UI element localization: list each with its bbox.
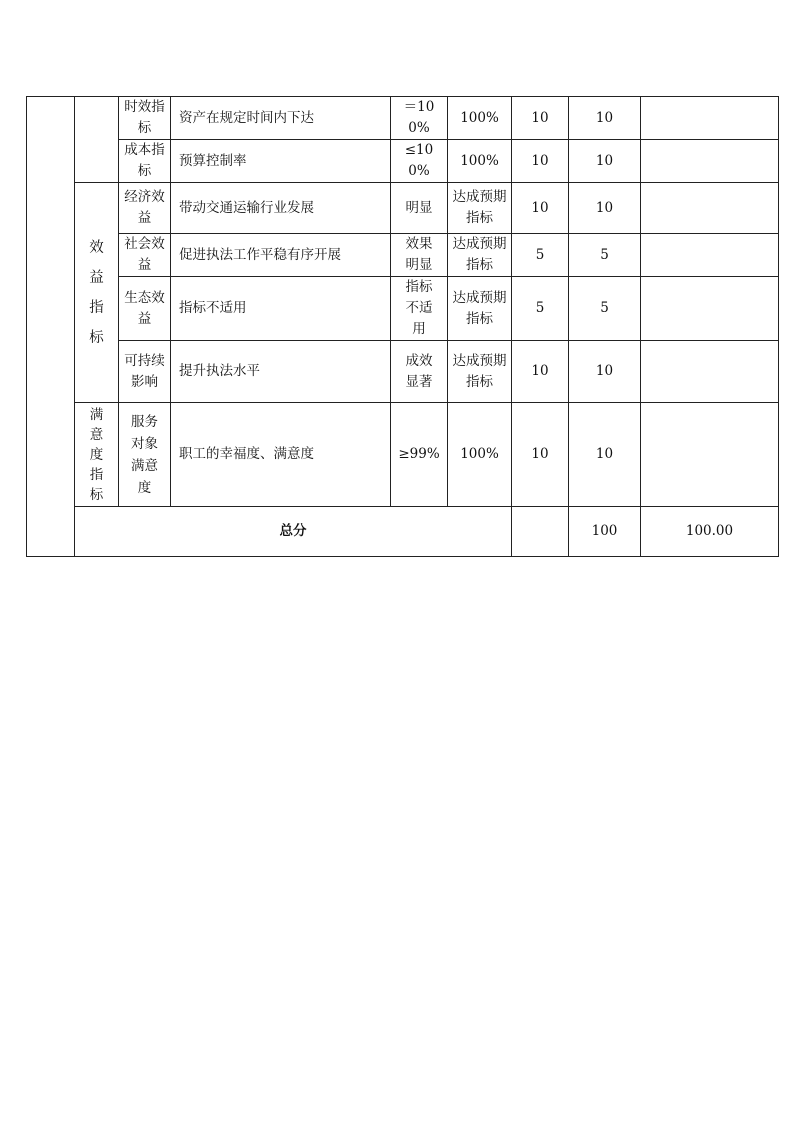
target-value-text: ≤100% xyxy=(404,142,434,179)
target-value xyxy=(391,341,448,403)
total-weight: 100 xyxy=(569,507,641,557)
note-value xyxy=(641,277,779,341)
indicator-description: 预算控制率 xyxy=(171,140,391,183)
performance-table xyxy=(26,96,779,557)
actual-value-text: 达成预期指标 xyxy=(452,189,507,226)
table-row xyxy=(27,97,779,140)
actual-value-text: 达成预期指标 xyxy=(452,236,507,273)
target-value xyxy=(391,234,448,277)
table-row xyxy=(27,341,779,403)
actual-value-text: 达成预期指标 xyxy=(452,352,507,390)
third-level-indicator xyxy=(119,97,171,140)
third-level-indicator xyxy=(119,341,171,403)
note-value xyxy=(641,140,779,183)
table-row xyxy=(27,277,779,341)
note-value xyxy=(641,341,779,403)
third-level-label: 成本指标 xyxy=(124,142,165,179)
weight-value: 10 xyxy=(512,140,569,183)
indicator-description: 促进执法工作平稳有序开展 xyxy=(171,234,391,277)
indicator-description: 职工的幸福度、满意度 xyxy=(171,403,391,507)
satisfaction-group-label: 满意度指标 xyxy=(89,406,104,503)
target-value xyxy=(391,97,448,140)
target-value-text: 成效显著 xyxy=(405,352,433,390)
third-level-indicator xyxy=(119,183,171,234)
score-value: 10 xyxy=(569,403,641,507)
third-level-label: 生态效益 xyxy=(124,289,165,327)
table-row xyxy=(27,183,779,234)
third-level-indicator xyxy=(119,277,171,341)
actual-value: 100% xyxy=(448,140,512,183)
note-value xyxy=(641,183,779,234)
indicator-description: 带动交通运输行业发展 xyxy=(171,183,391,234)
third-level-indicator xyxy=(119,140,171,183)
indicator-description: 资产在规定时间内下达 xyxy=(171,97,391,140)
third-level-indicator xyxy=(119,234,171,277)
first-level-indicator-cell xyxy=(27,97,75,557)
target-value: 明显 xyxy=(391,183,448,234)
note-value xyxy=(641,403,779,507)
third-level-label: 服务对象满意度 xyxy=(131,413,158,496)
weight-value: 5 xyxy=(512,277,569,341)
third-level-label: 经济效益 xyxy=(124,189,165,226)
actual-value: 100% xyxy=(448,97,512,140)
third-level-label: 可持续影响 xyxy=(124,352,165,390)
score-value: 5 xyxy=(569,234,641,277)
actual-value xyxy=(448,234,512,277)
actual-value: 100% xyxy=(448,403,512,507)
satisfaction-indicator-group xyxy=(75,403,119,507)
total-actual xyxy=(512,507,569,557)
weight-value: 10 xyxy=(512,183,569,234)
third-level-label: 时效指标 xyxy=(124,99,165,136)
score-value: 10 xyxy=(569,140,641,183)
note-value xyxy=(641,97,779,140)
total-row xyxy=(27,507,779,557)
target-value xyxy=(391,140,448,183)
weight-value: 5 xyxy=(512,234,569,277)
actual-value xyxy=(448,183,512,234)
benefit-indicator-group xyxy=(75,183,119,403)
note-value xyxy=(641,234,779,277)
total-score: 100.00 xyxy=(641,507,779,557)
target-value-text: 指标不适用 xyxy=(405,279,433,337)
actual-value xyxy=(448,341,512,403)
weight-value: 10 xyxy=(512,403,569,507)
weight-value: 10 xyxy=(512,341,569,403)
score-value: 10 xyxy=(569,183,641,234)
indicator-description: 提升执法水平 xyxy=(171,341,391,403)
total-label: 总分 xyxy=(75,507,512,557)
indicator-description: 指标不适用 xyxy=(171,277,391,341)
actual-value-text: 达成预期指标 xyxy=(452,289,507,327)
third-level-indicator xyxy=(119,403,171,507)
target-value-text: ＝100% xyxy=(403,99,435,136)
score-value: 10 xyxy=(569,341,641,403)
target-value xyxy=(391,277,448,341)
score-value: 10 xyxy=(569,97,641,140)
actual-value xyxy=(448,277,512,341)
table-row xyxy=(27,140,779,183)
score-value: 5 xyxy=(569,277,641,341)
third-level-label: 社会效益 xyxy=(124,236,165,273)
second-level-output-cell xyxy=(75,97,119,183)
target-value: ≥99% xyxy=(391,403,448,507)
weight-value: 10 xyxy=(512,97,569,140)
target-value-text: 效果明显 xyxy=(405,236,433,273)
table-row xyxy=(27,234,779,277)
table-row xyxy=(27,403,779,507)
benefit-group-label: 效益指标 xyxy=(89,239,104,346)
